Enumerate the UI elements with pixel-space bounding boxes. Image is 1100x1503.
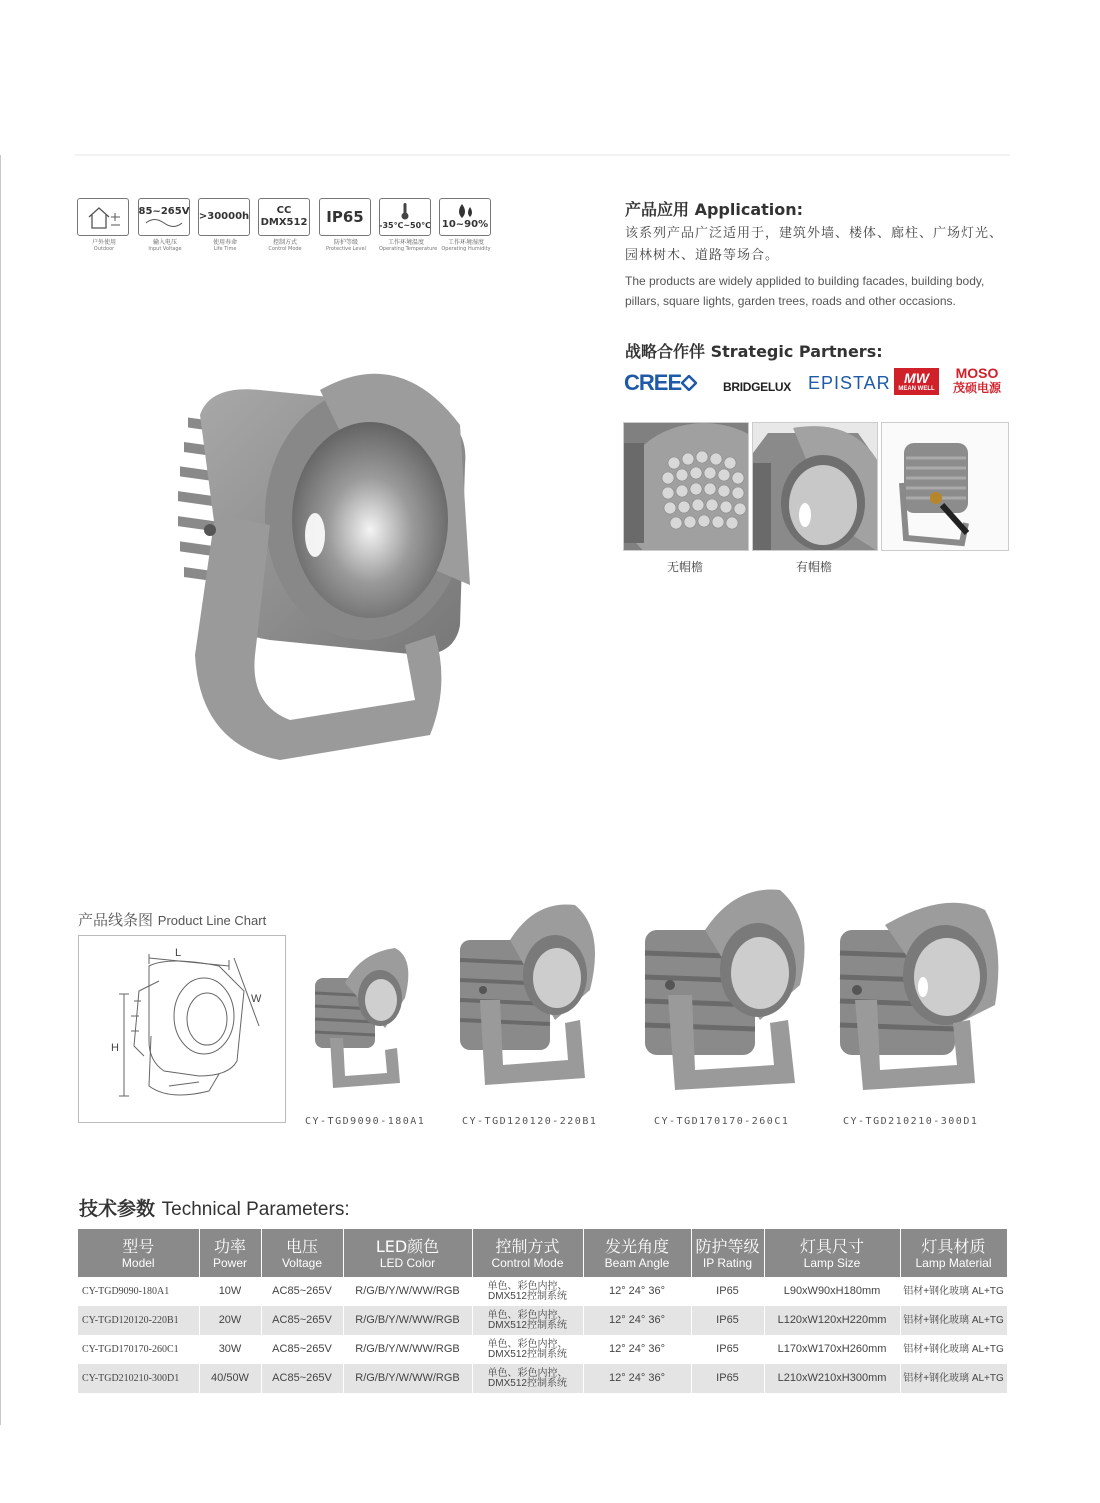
epistar-logo: EPISTAR [808, 372, 891, 393]
dimension-h-label: H [111, 1042, 119, 1054]
meanwell-logo: MW MEAN WELL [894, 368, 939, 395]
model-image-a1 [305, 938, 430, 1098]
dimension-l-label: L [175, 947, 182, 959]
feature-cn-label: 防护等级 [333, 239, 358, 246]
header-led-color: LED颜色 LED Color [343, 1229, 472, 1277]
table-row: CY-TGD9090-180A1 10W AC85~265V R/G/B/Y/W/WW/RGB 单色、彩色内控、DMX512控制系统 12° 24° 36° IP65 L90xW90xH180mm 铝材+钢化玻璃 AL+TG [78, 1277, 1007, 1306]
photo-label-with-visor: 有帽檐 [796, 560, 833, 574]
header-ip-rating: 防护等级 IP Rating [691, 1229, 764, 1277]
application-en-text: The products are widely applided to building facades, building body, pillars, square lights, garden trees, roads and other occasions. [625, 274, 985, 308]
dimension-w-label: W [251, 993, 262, 1005]
feature-control-mode [258, 198, 312, 252]
feature-input-voltage [138, 198, 192, 252]
tech-table-header [78, 1229, 1007, 1277]
partners-title: 战略合作伴 Strategic Partners: [625, 342, 883, 361]
moso-logo: MOSO 茂硕电源 [953, 365, 1002, 395]
feature-operating-temperature [379, 198, 438, 252]
feature-value: 10~90% [441, 219, 489, 230]
model-label-c1: CY-TGD170170-260C1 [654, 1116, 790, 1127]
application-cn-text: 该系列产品广泛适用于，建筑外墙、楼体、廊柱、广场灯光、园林树木、道路等场合。 [625, 226, 1004, 263]
header-voltage: 电压 Voltage [261, 1229, 343, 1277]
bridgelux-logo: BRIDGELUX [723, 380, 791, 394]
header-control-mode: 控制方式 Control Mode [472, 1229, 583, 1277]
model-image-c1 [640, 885, 815, 1100]
feature-cn-label: 控制方式 [272, 239, 297, 246]
table-row: CY-TGD120120-220B1 20W AC85~265V R/G/B/Y/W/WW/RGB 单色、彩色内控、DMX512控制系统 12° 24° 36° IP65 L120xW120xH220mm 铝材+钢化玻璃 AL+TG [78, 1306, 1007, 1335]
cree-diamond-icon [681, 375, 697, 391]
dimension-drawing [79, 936, 285, 1122]
model-label-d1: CY-TGD210210-300D1 [843, 1116, 979, 1127]
table-row: CY-TGD210210-300D1 40/50W AC85~265V R/G/B/Y/W/WW/RGB 单色、彩色内控、DMX512控制系统 12° 24° 36° IP65 L210xW210xH300mm 铝材+钢化玻璃 AL+TG [78, 1364, 1007, 1393]
tech-table [78, 1229, 1008, 1393]
feature-cn-label: 输入电压 [152, 239, 177, 246]
cree-logo: CREE [624, 368, 697, 398]
feature-cn-label: 使用寿命 [212, 239, 237, 246]
feature-cn-label: 工作环境湿度 [447, 239, 484, 246]
table-row: CY-TGD170170-260C1 30W AC85~265V R/G/B/Y/W/WW/RGB 单色、彩色内控、DMX512控制系统 12° 24° 36° IP65 L170xW170xH260mm 铝材+钢化玻璃 AL+TG [78, 1335, 1007, 1364]
feature-cn-label: 工作环境温度 [387, 239, 424, 246]
application-title: 产品应用 Application: [625, 200, 804, 219]
feature-en-label: Outdoor [93, 246, 115, 252]
photo-front-no-visor [623, 422, 749, 551]
model-image-d1 [835, 895, 1005, 1100]
feature-en-label: Operating Humidity [441, 246, 491, 252]
feature-value: 85~265V [138, 206, 190, 217]
header-model: 型号 Model [78, 1229, 199, 1277]
feature-outdoor [77, 198, 131, 252]
header-power: 功率 Power [199, 1229, 261, 1277]
model-label-a1: CY-TGD9090-180A1 [305, 1116, 426, 1127]
feature-en-label: Operating Temperature [379, 246, 438, 252]
tech-title: 技术参数 Technical Parameters: [79, 1198, 350, 1220]
header-beam-angle: 发光角度 Beam Angle [583, 1229, 691, 1277]
line-drawing-box [78, 935, 286, 1123]
house-icon [83, 203, 123, 231]
feature-cn-label: 户外使用 [91, 239, 116, 246]
feature-value: CC DMX512 [260, 205, 308, 228]
feature-life-time [198, 198, 252, 252]
photo-label-no-visor: 无帽檐 [667, 560, 704, 574]
feature-value: -35℃~50℃ [379, 221, 431, 230]
feature-en-label: Life Time [213, 246, 237, 252]
droplet-icon [453, 203, 477, 219]
top-divider [75, 154, 1010, 156]
model-image-b1 [455, 900, 605, 1095]
feature-value: IP65 [326, 208, 364, 226]
left-margin-line [0, 155, 1, 1425]
feature-en-label: Control Mode [268, 246, 302, 252]
header-lamp-size: 灯具尺寸 Lamp Size [764, 1229, 900, 1277]
thermometer-icon [400, 202, 410, 220]
main-product-image [170, 355, 470, 765]
header-lamp-material: 灯具材质 Lamp Material [900, 1229, 1007, 1277]
model-label-b1: CY-TGD120120-220B1 [462, 1116, 598, 1127]
feature-protective-level [319, 198, 373, 252]
product-line-title: 产品线条图 Product Line Chart [78, 911, 267, 929]
wave-icon [144, 218, 184, 228]
feature-en-label: Protective Level [326, 246, 366, 252]
feature-en-label: Input Voltage [148, 246, 182, 252]
photo-front-with-visor [752, 422, 878, 551]
feature-value: >30000h [198, 211, 250, 222]
feature-operating-humidity [439, 198, 493, 252]
photo-back-view [881, 422, 1009, 551]
